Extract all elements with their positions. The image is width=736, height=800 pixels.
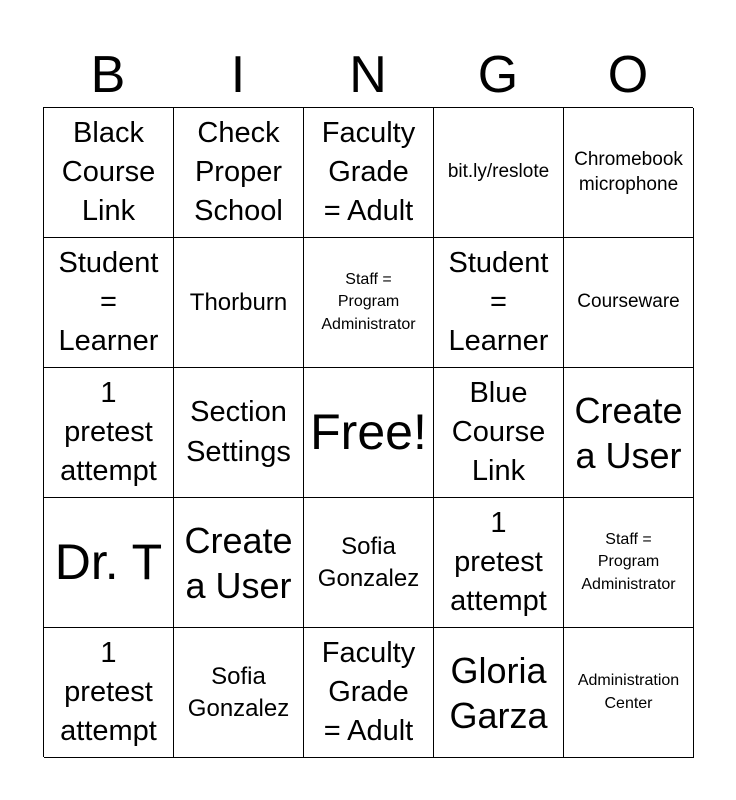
bingo-cell-r2-c3[interactable] [304,238,434,368]
bingo-cell-r1-c4[interactable] [434,108,564,238]
bingo-cell-r4-c2[interactable] [174,498,304,628]
bingo-cell-r1-c2[interactable] [174,108,304,238]
bingo-cell-text: Faculty Grade = Adult [321,116,416,228]
bingo-cell-text: Thorburn [189,288,288,316]
bingo-cell-text: Administration Center [577,672,680,712]
bingo-cell-text: 1 pretest attempt [450,506,547,618]
bingo-cell-text: Gloria Garza [449,649,548,736]
bingo-cell-r5-c3[interactable] [304,628,434,758]
bingo-cell-text: Faculty Grade = Adult [321,636,416,748]
bingo-cell-text: Staff = Program Administrator [581,530,676,593]
bingo-cell-r2-c1[interactable] [44,238,174,368]
bingo-cell-r5-c4[interactable] [434,628,564,758]
bingo-cell-text: Create a User [574,389,683,476]
bingo-cell-text: Free! [310,403,427,460]
bingo-cell-text: Section Settings [186,396,291,468]
bingo-cell-r3-c4[interactable] [434,368,564,498]
bingo-cell-text: Staff = Program Administrator [321,270,416,333]
bingo-cell-r4-c1[interactable] [44,498,174,628]
bingo-cell-text: Chromebook microphone [574,148,683,195]
bingo-cell-r4-c3[interactable] [304,498,434,628]
bingo-cell-text: Black Course Link [61,116,156,228]
bingo-cell-text: 1 pretest attempt [60,636,157,748]
header-letter-o: O [607,46,649,104]
bingo-cell-text: 1 pretest attempt [60,376,157,488]
bingo-cell-r1-c1[interactable] [44,108,174,238]
bingo-cell-r3-c5[interactable] [564,368,694,498]
bingo-cell-text: Sofia Gonzalez [187,663,290,722]
bingo-cell-text: Student = Learner [58,246,159,358]
header-letter-g: G [477,46,519,104]
bingo-cell-text: Dr. T [54,533,163,590]
bingo-cell-text: bit.ly/reslote [447,161,550,183]
bingo-cell-text: Check Proper School [194,116,283,228]
bingo-cell-r4-c4[interactable] [434,498,564,628]
header-letter-i: I [230,46,246,104]
bingo-cell-text: Student = Learner [448,246,549,358]
bingo-cell-r2-c2[interactable] [174,238,304,368]
bingo-cell-r4-c5[interactable] [564,498,694,628]
bingo-cell-r5-c5[interactable] [564,628,694,758]
bingo-cell-r5-c1[interactable] [44,628,174,758]
bingo-cell-r3-c1[interactable] [44,368,174,498]
header-letter-b: B [90,46,126,104]
bingo-header [43,44,693,106]
bingo-cell-text: Courseware [577,291,680,313]
bingo-cell-text: Sofia Gonzalez [317,533,420,592]
bingo-cell-r1-c5[interactable] [564,108,694,238]
bingo-cell-text: Blue Course Link [451,376,546,488]
bingo-cell-r5-c2[interactable] [174,628,304,758]
bingo-cell-r1-c3[interactable] [304,108,434,238]
bingo-cell-r2-c4[interactable] [434,238,564,368]
bingo-board [43,107,693,757]
bingo-cell-r3-c3[interactable] [304,368,434,498]
header-letter-n: N [349,46,387,104]
bingo-cell-r3-c2[interactable] [174,368,304,498]
bingo-cell-text: Create a User [184,519,293,606]
bingo-cell-r2-c5[interactable] [564,238,694,368]
